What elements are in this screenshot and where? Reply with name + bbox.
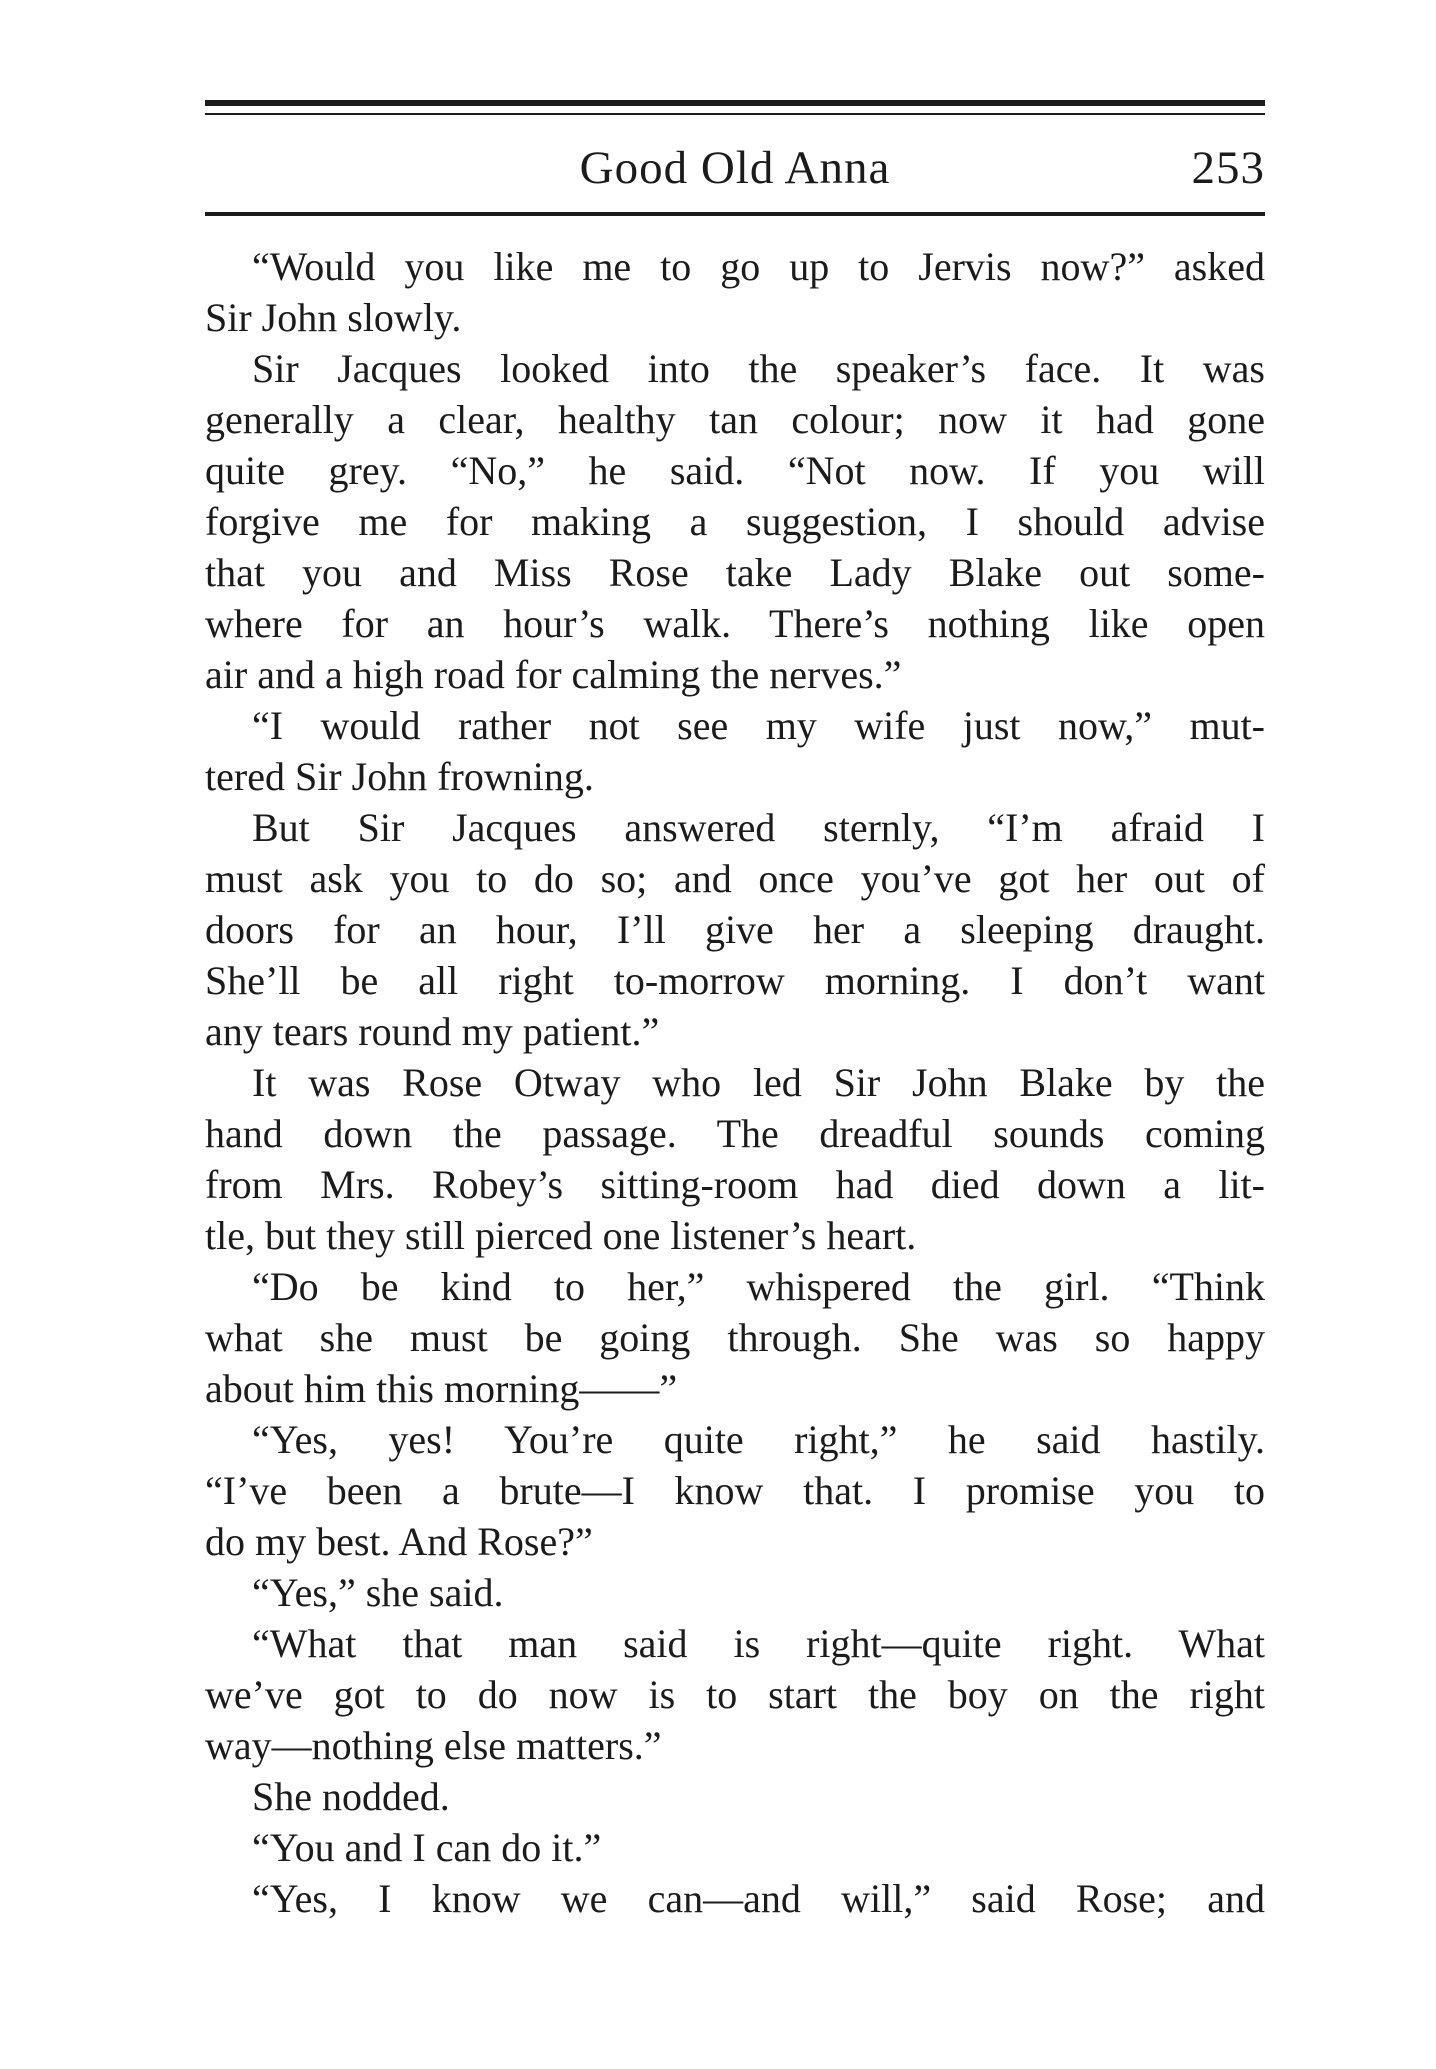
text-line: hand down the passage. The dreadful sounds coming xyxy=(205,1111,1265,1156)
text-line: what she must be going through. She was so happy xyxy=(205,1315,1265,1360)
text-line: Sir John slowly. xyxy=(205,295,462,340)
text-line: quite grey. “No,” he said. “Not now. If you will xyxy=(205,448,1265,493)
text-line: must ask you to do so; and once you’ve got her out of xyxy=(205,856,1265,901)
text-line: about him this morning——” xyxy=(205,1366,678,1411)
text-line: generally a clear, healthy tan colour; now it had gone xyxy=(205,397,1265,442)
body-text xyxy=(205,241,1265,1924)
text-line: forgive me for making a suggestion, I should advise xyxy=(205,499,1265,544)
text-line: “Yes,” she said. xyxy=(252,1570,504,1615)
text-line: “You and I can do it.” xyxy=(252,1825,602,1870)
text-line: any tears round my patient.” xyxy=(205,1009,660,1054)
text-line: way—nothing else matters.” xyxy=(205,1723,662,1768)
header-rule-bottom xyxy=(205,212,1265,216)
text-line: that you and Miss Rose take Lady Blake out some- xyxy=(205,550,1265,595)
header-rule-thick xyxy=(205,100,1265,106)
text-line: where for an hour’s walk. There’s nothing like open xyxy=(205,601,1265,646)
text-line: She’ll be all right to-morrow morning. I don’t want xyxy=(205,958,1265,1003)
text-line: “Do be kind to her,” whispered the girl. “Think xyxy=(252,1264,1265,1309)
text-line: do my best. And Rose?” xyxy=(205,1519,593,1564)
text-line: But Sir Jacques answered sternly, “I’m afraid I xyxy=(252,805,1265,850)
text-line: “Yes, I know we can—and will,” said Rose; and xyxy=(252,1876,1265,1921)
text-line: “Would you like me to go up to Jervis now?” asked xyxy=(252,244,1265,289)
text-line: “What that man said is right—quite right. What xyxy=(252,1621,1265,1666)
text-line: doors for an hour, I’ll give her a sleeping draught. xyxy=(205,907,1265,952)
text-line: air and a high road for calming the nerves.” xyxy=(205,652,902,697)
text-line: “I’ve been a brute—I know that. I promise you to xyxy=(205,1468,1265,1513)
text-line: “I would rather not see my wife just now,” mut- xyxy=(252,703,1265,748)
header-rule-thin xyxy=(205,113,1265,115)
text-line: She nodded. xyxy=(252,1774,450,1819)
text-line: tle, but they still pierced one listener’s heart. xyxy=(205,1213,917,1258)
running-header xyxy=(205,133,1265,203)
text-line: tered Sir John frowning. xyxy=(205,754,594,799)
text-line: Sir Jacques looked into the speaker’s face. It was xyxy=(252,346,1265,391)
page-number: 253 xyxy=(1191,142,1265,194)
running-title: Good Old Anna xyxy=(579,142,891,194)
text-line: “Yes, yes! You’re quite right,” he said hastily. xyxy=(252,1417,1265,1462)
text-line: It was Rose Otway who led Sir John Blake by the xyxy=(252,1060,1265,1105)
text-line: from Mrs. Robey’s sitting-room had died down a lit- xyxy=(205,1162,1265,1207)
text-line: we’ve got to do now is to start the boy on the right xyxy=(205,1672,1265,1717)
